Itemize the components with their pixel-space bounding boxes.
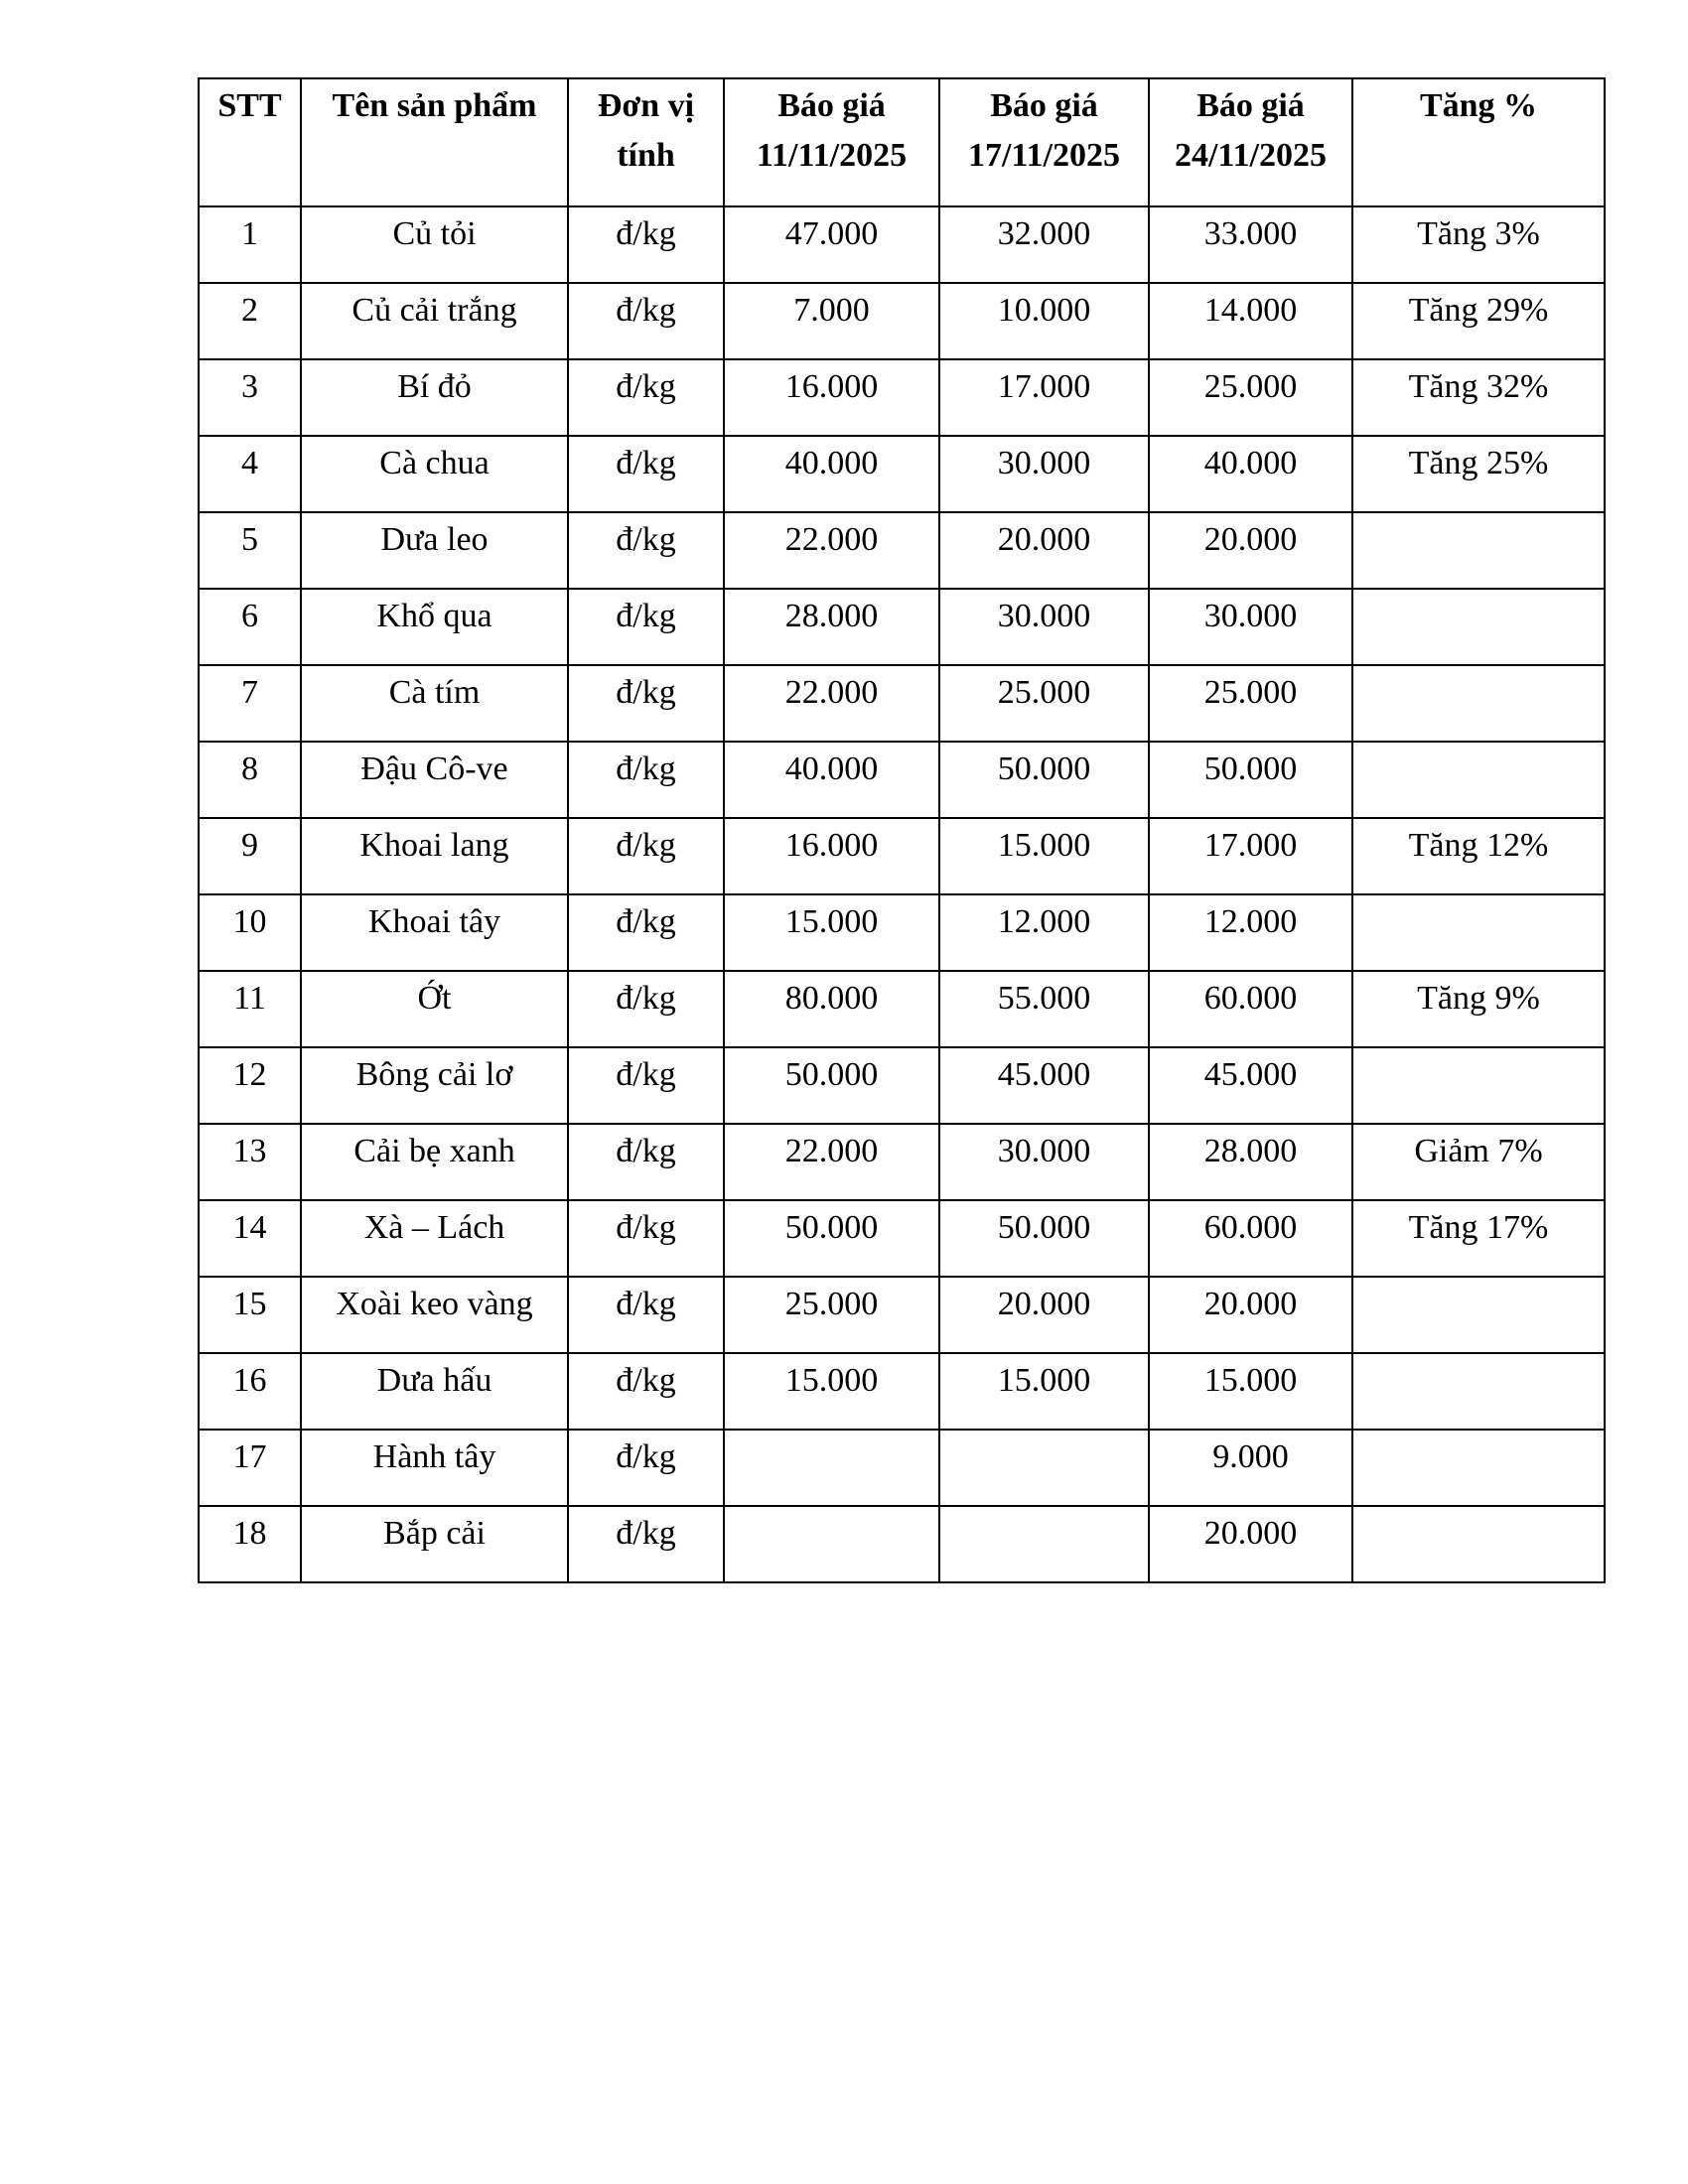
cell-price-3: 60.000 bbox=[1149, 971, 1352, 1047]
cell-price-1: 50.000 bbox=[724, 1047, 939, 1124]
cell-stt: 18 bbox=[199, 1506, 301, 1582]
cell-product-name: Bắp cải bbox=[301, 1506, 568, 1582]
table-body bbox=[199, 206, 1605, 1582]
cell-price-2: 30.000 bbox=[939, 1124, 1149, 1200]
table-row bbox=[199, 818, 1605, 894]
cell-price-2: 50.000 bbox=[939, 1200, 1149, 1277]
cell-unit: đ/kg bbox=[568, 742, 724, 818]
cell-price-1: 15.000 bbox=[724, 894, 939, 971]
cell-price-3: 45.000 bbox=[1149, 1047, 1352, 1124]
cell-change: Tăng 3% bbox=[1352, 206, 1605, 283]
cell-price-3: 20.000 bbox=[1149, 1506, 1352, 1582]
cell-price-3: 28.000 bbox=[1149, 1124, 1352, 1200]
cell-price-3: 12.000 bbox=[1149, 894, 1352, 971]
cell-price-1: 25.000 bbox=[724, 1277, 939, 1353]
cell-product-name: Cà tím bbox=[301, 665, 568, 742]
table-row bbox=[199, 436, 1605, 512]
cell-change: Tăng 9% bbox=[1352, 971, 1605, 1047]
cell-price-2: 17.000 bbox=[939, 359, 1149, 436]
cell-price-2: 32.000 bbox=[939, 206, 1149, 283]
cell-product-name: Xoài keo vàng bbox=[301, 1277, 568, 1353]
header-product-name: Tên sản phẩm bbox=[301, 78, 568, 206]
cell-price-3: 25.000 bbox=[1149, 359, 1352, 436]
header-price-2: Báo giá 17/11/2025 bbox=[939, 78, 1149, 206]
cell-change bbox=[1352, 665, 1605, 742]
cell-price-1: 22.000 bbox=[724, 665, 939, 742]
cell-stt: 14 bbox=[199, 1200, 301, 1277]
table-row bbox=[199, 894, 1605, 971]
cell-product-name: Khoai lang bbox=[301, 818, 568, 894]
cell-unit: đ/kg bbox=[568, 665, 724, 742]
cell-price-2: 20.000 bbox=[939, 512, 1149, 589]
cell-product-name: Dưa leo bbox=[301, 512, 568, 589]
cell-stt: 10 bbox=[199, 894, 301, 971]
cell-product-name: Khổ qua bbox=[301, 589, 568, 665]
cell-price-3: 50.000 bbox=[1149, 742, 1352, 818]
table-row bbox=[199, 742, 1605, 818]
cell-unit: đ/kg bbox=[568, 512, 724, 589]
cell-price-1: 47.000 bbox=[724, 206, 939, 283]
cell-stt: 3 bbox=[199, 359, 301, 436]
cell-stt: 17 bbox=[199, 1430, 301, 1506]
cell-unit: đ/kg bbox=[568, 436, 724, 512]
cell-product-name: Đậu Cô-ve bbox=[301, 742, 568, 818]
cell-product-name: Bí đỏ bbox=[301, 359, 568, 436]
cell-price-1: 16.000 bbox=[724, 818, 939, 894]
cell-price-2 bbox=[939, 1506, 1149, 1582]
header-price-3: Báo giá 24/11/2025 bbox=[1149, 78, 1352, 206]
cell-unit: đ/kg bbox=[568, 1124, 724, 1200]
price-table bbox=[198, 77, 1606, 1583]
cell-price-3: 20.000 bbox=[1149, 1277, 1352, 1353]
cell-stt: 12 bbox=[199, 1047, 301, 1124]
cell-product-name: Xà – Lách bbox=[301, 1200, 568, 1277]
header-row bbox=[199, 78, 1605, 206]
cell-product-name: Ớt bbox=[301, 971, 568, 1047]
cell-price-1 bbox=[724, 1506, 939, 1582]
cell-product-name: Củ cải trắng bbox=[301, 283, 568, 359]
cell-change bbox=[1352, 589, 1605, 665]
cell-price-2: 25.000 bbox=[939, 665, 1149, 742]
cell-product-name: Củ tỏi bbox=[301, 206, 568, 283]
cell-change bbox=[1352, 512, 1605, 589]
cell-price-3: 14.000 bbox=[1149, 283, 1352, 359]
table-row bbox=[199, 665, 1605, 742]
cell-price-2: 10.000 bbox=[939, 283, 1149, 359]
cell-price-2: 15.000 bbox=[939, 818, 1149, 894]
cell-price-1: 7.000 bbox=[724, 283, 939, 359]
cell-price-2: 15.000 bbox=[939, 1353, 1149, 1430]
cell-stt: 7 bbox=[199, 665, 301, 742]
cell-change: Tăng 32% bbox=[1352, 359, 1605, 436]
cell-price-3: 20.000 bbox=[1149, 512, 1352, 589]
cell-unit: đ/kg bbox=[568, 1047, 724, 1124]
cell-price-1: 40.000 bbox=[724, 436, 939, 512]
header-unit: Đơn vị tính bbox=[568, 78, 724, 206]
cell-change bbox=[1352, 1353, 1605, 1430]
cell-unit: đ/kg bbox=[568, 971, 724, 1047]
cell-stt: 15 bbox=[199, 1277, 301, 1353]
table-row bbox=[199, 1200, 1605, 1277]
cell-unit: đ/kg bbox=[568, 1430, 724, 1506]
cell-unit: đ/kg bbox=[568, 1506, 724, 1582]
cell-change bbox=[1352, 1277, 1605, 1353]
cell-price-1: 22.000 bbox=[724, 1124, 939, 1200]
cell-price-3: 9.000 bbox=[1149, 1430, 1352, 1506]
cell-change bbox=[1352, 1506, 1605, 1582]
cell-product-name: Khoai tây bbox=[301, 894, 568, 971]
cell-unit: đ/kg bbox=[568, 1200, 724, 1277]
cell-price-2: 45.000 bbox=[939, 1047, 1149, 1124]
table-row bbox=[199, 589, 1605, 665]
cell-stt: 4 bbox=[199, 436, 301, 512]
cell-price-3: 15.000 bbox=[1149, 1353, 1352, 1430]
header-price-1: Báo giá 11/11/2025 bbox=[724, 78, 939, 206]
cell-price-2 bbox=[939, 1430, 1149, 1506]
cell-stt: 11 bbox=[199, 971, 301, 1047]
cell-unit: đ/kg bbox=[568, 283, 724, 359]
cell-price-2: 30.000 bbox=[939, 436, 1149, 512]
cell-price-1: 40.000 bbox=[724, 742, 939, 818]
table-row bbox=[199, 1047, 1605, 1124]
cell-price-3: 40.000 bbox=[1149, 436, 1352, 512]
cell-unit: đ/kg bbox=[568, 818, 724, 894]
cell-price-3: 33.000 bbox=[1149, 206, 1352, 283]
cell-unit: đ/kg bbox=[568, 589, 724, 665]
cell-price-1: 22.000 bbox=[724, 512, 939, 589]
table-row bbox=[199, 1277, 1605, 1353]
cell-change: Tăng 12% bbox=[1352, 818, 1605, 894]
cell-product-name: Cà chua bbox=[301, 436, 568, 512]
cell-price-3: 25.000 bbox=[1149, 665, 1352, 742]
cell-unit: đ/kg bbox=[568, 206, 724, 283]
cell-product-name: Dưa hấu bbox=[301, 1353, 568, 1430]
cell-change: Tăng 17% bbox=[1352, 1200, 1605, 1277]
cell-unit: đ/kg bbox=[568, 1353, 724, 1430]
cell-stt: 13 bbox=[199, 1124, 301, 1200]
cell-price-1: 50.000 bbox=[724, 1200, 939, 1277]
cell-price-3: 60.000 bbox=[1149, 1200, 1352, 1277]
cell-stt: 6 bbox=[199, 589, 301, 665]
cell-unit: đ/kg bbox=[568, 1277, 724, 1353]
cell-price-1: 80.000 bbox=[724, 971, 939, 1047]
table-row bbox=[199, 283, 1605, 359]
cell-price-1 bbox=[724, 1430, 939, 1506]
cell-price-1: 16.000 bbox=[724, 359, 939, 436]
cell-change bbox=[1352, 742, 1605, 818]
table-row bbox=[199, 206, 1605, 283]
cell-change: Tăng 25% bbox=[1352, 436, 1605, 512]
cell-product-name: Bông cải lơ bbox=[301, 1047, 568, 1124]
cell-unit: đ/kg bbox=[568, 894, 724, 971]
table-row bbox=[199, 1124, 1605, 1200]
table-row bbox=[199, 1430, 1605, 1506]
cell-price-2: 30.000 bbox=[939, 589, 1149, 665]
cell-change: Tăng 29% bbox=[1352, 283, 1605, 359]
table-row bbox=[199, 1353, 1605, 1430]
cell-price-1: 28.000 bbox=[724, 589, 939, 665]
cell-change: Giảm 7% bbox=[1352, 1124, 1605, 1200]
cell-stt: 2 bbox=[199, 283, 301, 359]
header-change: Tăng % bbox=[1352, 78, 1605, 206]
cell-change bbox=[1352, 1047, 1605, 1124]
cell-price-3: 17.000 bbox=[1149, 818, 1352, 894]
cell-stt: 5 bbox=[199, 512, 301, 589]
cell-price-2: 12.000 bbox=[939, 894, 1149, 971]
cell-stt: 8 bbox=[199, 742, 301, 818]
table-row bbox=[199, 512, 1605, 589]
table-row bbox=[199, 971, 1605, 1047]
cell-stt: 9 bbox=[199, 818, 301, 894]
cell-price-2: 50.000 bbox=[939, 742, 1149, 818]
table-row bbox=[199, 359, 1605, 436]
cell-stt: 16 bbox=[199, 1353, 301, 1430]
cell-unit: đ/kg bbox=[568, 359, 724, 436]
table-row bbox=[199, 1506, 1605, 1582]
cell-price-2: 55.000 bbox=[939, 971, 1149, 1047]
cell-product-name: Hành tây bbox=[301, 1430, 568, 1506]
cell-price-3: 30.000 bbox=[1149, 589, 1352, 665]
header-stt: STT bbox=[199, 78, 301, 206]
cell-change bbox=[1352, 1430, 1605, 1506]
cell-change bbox=[1352, 894, 1605, 971]
cell-price-2: 20.000 bbox=[939, 1277, 1149, 1353]
cell-price-1: 15.000 bbox=[724, 1353, 939, 1430]
cell-stt: 1 bbox=[199, 206, 301, 283]
cell-product-name: Cải bẹ xanh bbox=[301, 1124, 568, 1200]
